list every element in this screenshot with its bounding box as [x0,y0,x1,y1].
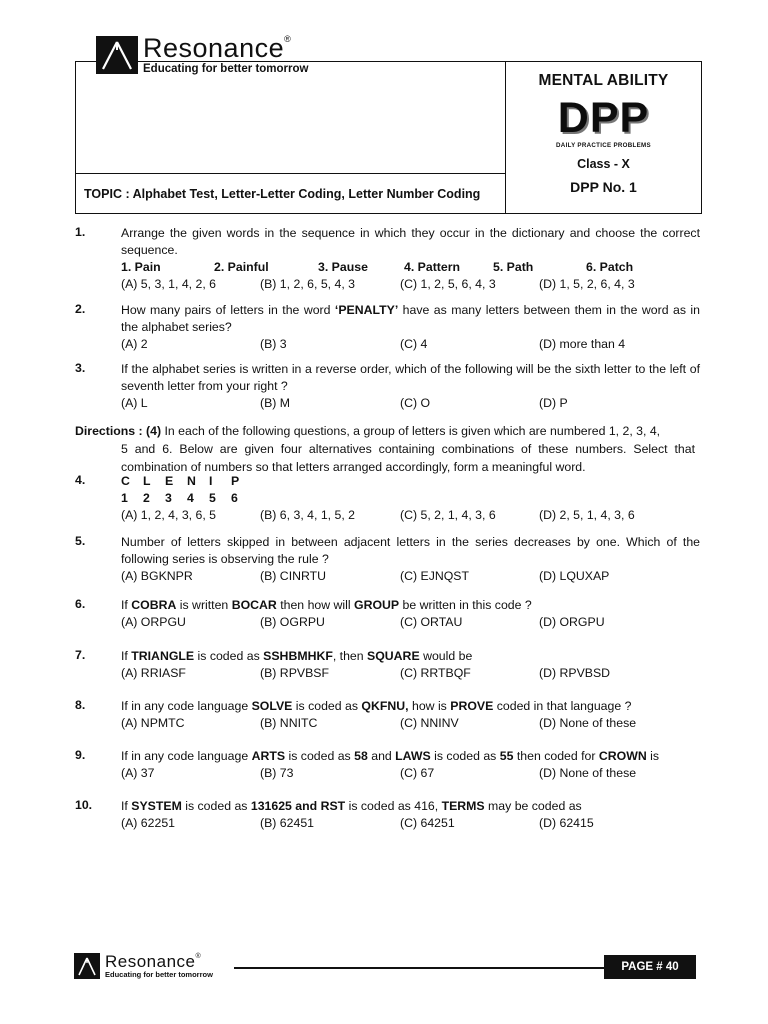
letter-number: 4 [187,491,194,505]
question-text: If the alphabet series is written in a reverse order, which of the following will be the sixth letter to the left of seventh letter from your right ? [121,362,700,393]
directions-block [75,422,695,476]
question-number: 5. [75,534,86,548]
options [121,507,700,524]
keyword: ‘PENALTY’ [334,303,399,317]
brand-name: Resonance [143,33,285,63]
option-c: (C) 1, 2, 5, 6, 4, 3 [400,277,496,291]
keyword: 58 [354,749,368,763]
letter-number: 2 [143,491,150,505]
option-b: (B) 73 [260,766,294,780]
word-item: 5. Path [493,260,534,274]
keyword: 55 [499,749,514,763]
keyword: GROUP [354,598,400,612]
keyword: LAWS [395,749,431,763]
option-d: (D) RPVBSD [539,666,611,680]
letter: P [231,474,240,488]
option-b: (B) 62451 [260,816,315,830]
text-part: how is [408,699,451,713]
letter-number: 6 [231,491,238,505]
option-b: (B) RPVBSF [260,666,330,680]
letter: L [143,474,151,488]
subject-title: MENTAL ABILITY [538,72,669,89]
question-4 [75,473,700,524]
question-number: 10. [75,798,93,812]
option-b: (B) NNITC [260,716,318,730]
option-c: (C) 67 [400,766,435,780]
text-part: If [121,598,132,612]
options [121,715,700,732]
word-item: 6. Patch [586,260,634,274]
option-d: (D) more than 4 [539,337,626,351]
question-text: Arrange the given words in the sequence in which they occur in the dictionary and choose the correct sequence. [121,226,700,257]
question-6 [75,597,700,631]
option-c: (C) RRTBQF [400,666,471,680]
text-part: is coded as [181,799,251,813]
class-label: Class - X [577,157,630,171]
text-part: would be [419,649,473,663]
option-d: (D) None of these [539,716,637,730]
letter-number: 5 [209,491,216,505]
question-2 [75,302,700,353]
option-d: (D) LQUXAP [539,569,610,583]
question-text: Number of letters skipped in between adjacent letters in the series decreases by one. Which of the following series is observing the rule ? [121,535,700,566]
question-text [121,698,700,715]
brand-tagline: Educating for better tomorrow [143,63,309,75]
question-3 [75,361,700,412]
option-c: (C) 64251 [400,816,455,830]
text-part: and [367,749,396,763]
text-part: is coded as [194,649,264,663]
footer-divider [234,967,604,969]
option-a: (A) 1, 2, 4, 3, 6, 5 [121,508,217,522]
option-b: (B) CINRTU [260,569,327,583]
letter-number: 3 [165,491,172,505]
topic-line: TOPIC : Alphabet Test, Letter-Letter Coding, Letter Number Coding [84,186,481,201]
resonance-logo-icon [74,953,100,979]
text-part: then coded for [513,749,599,763]
question-7 [75,648,700,682]
question-10 [75,798,700,832]
question-text [121,302,700,336]
keyword: PROVE [450,699,494,713]
brand-logo [96,35,308,76]
text-part: If [121,649,132,663]
option-c: (C) NNINV [400,716,459,730]
question-number: 9. [75,748,86,762]
brand-registered: ® [195,953,201,961]
question-1 [75,225,700,293]
dpp-logo-text: DPP [557,94,650,142]
option-a: (A) 37 [121,766,155,780]
options [121,395,700,412]
question-text [121,648,700,665]
option-a: (A) NPMTC [121,716,185,730]
options [121,568,700,585]
option-c: (C) EJNQST [400,569,469,583]
word-item: 4. Pattern [404,260,461,274]
text-part: If [121,799,132,813]
dpp-number: DPP No. 1 [570,179,637,195]
option-a: (A) BGKNPR [121,569,193,583]
keyword: BOCAR [231,598,277,612]
keyword: 131625 and RST [250,799,346,813]
option-a: (A) 5, 3, 1, 4, 2, 6 [121,277,217,291]
keyword: SOLVE [251,699,293,713]
dpp-subtitle: DAILY PRACTICE PROBLEMS [556,142,651,149]
options [121,614,700,631]
option-b: (B) 6, 3, 4, 1, 5, 2 [260,508,356,522]
option-a: (A) 2 [121,337,148,351]
question-number: 6. [75,597,86,611]
option-d: (D) None of these [539,766,637,780]
option-d: (D) 1, 5, 2, 6, 4, 3 [539,277,635,291]
letter: N [187,474,196,488]
options [121,276,700,293]
option-d: (D) P [539,396,568,410]
brand-registered: ® [284,34,291,44]
keyword: SSHBMHKF [263,649,333,663]
option-b: (B) 1, 2, 6, 5, 4, 3 [260,277,356,291]
keyword: CROWN [598,749,647,763]
logo-area [76,62,505,174]
option-c: (C) ORTAU [400,615,463,629]
letter: C [121,474,130,488]
option-d: (D) 2, 5, 1, 4, 3, 6 [539,508,635,522]
keyword: ARTS [251,749,286,763]
text-part: have as many letters between them in the word as in the alphabet series? [121,303,701,334]
question-8 [75,698,700,732]
text-part: then how will [276,598,355,612]
footer-logo [74,953,213,979]
option-a: (A) 62251 [121,816,176,830]
word-item: 1. Pain [121,260,161,274]
header-right-panel [506,62,701,213]
keyword: SYSTEM [131,799,182,813]
resonance-logo-icon [96,36,138,74]
text-part: is coded as 416, [345,799,442,813]
number-group [121,490,700,507]
header-box [75,61,702,214]
keyword: QKFNU, [361,699,409,713]
question-9 [75,748,700,782]
options [121,765,700,782]
letter: E [165,474,174,488]
option-d: (D) 62415 [539,816,594,830]
brand-tagline: Educating for better tomorrow [105,970,213,980]
question-number: 4. [75,473,86,487]
option-a: (A) L [121,396,148,410]
option-c: (C) O [400,396,431,410]
text-part: How many pairs of letters in the word [121,303,335,317]
keyword: SQUARE [367,649,420,663]
question-text [121,748,700,765]
options [121,336,700,353]
header-left-panel [76,62,506,213]
question-5 [75,534,700,585]
option-a: (A) ORPGU [121,615,186,629]
question-number: 7. [75,648,86,662]
option-b: (B) M [260,396,291,410]
option-c: (C) 4 [400,337,428,351]
page-number-badge: PAGE # 40 [604,955,696,979]
option-b: (B) OGRPU [260,615,325,629]
directions-text: In each of the following questions, a group of letters is given which are numbered 1, 2, 3, 4, [161,424,661,438]
option-b: (B) 3 [260,337,287,351]
option-d: (D) ORGPU [539,615,605,629]
text-part: be written in this code ? [399,598,532,612]
question-number: 1. [75,225,86,239]
option-a: (A) RRIASF [121,666,186,680]
word-item: 2. Painful [214,260,269,274]
text-part: may be coded as [484,799,582,813]
text-part: is coded as [292,699,362,713]
text-part: is coded as [285,749,355,763]
text-part: If in any code language [121,699,252,713]
text-part: is [646,749,660,763]
question-number: 8. [75,698,86,712]
directions-text: 5 and 6. Below are given four alternatives containing combinations of these numbers. Select that combination of numbers so that letters arranged accordingly, form a meaningful word. [121,442,695,474]
letter-group [121,473,700,490]
keyword: TERMS [441,799,485,813]
letter-number: 1 [121,491,128,505]
text-part: is coded as [430,749,500,763]
text-part: is written [176,598,232,612]
option-c: (C) 5, 2, 1, 4, 3, 6 [400,508,496,522]
text-part: If in any code language [121,749,252,763]
word-item: 3. Pause [318,260,368,274]
brand-name: Resonance [105,952,196,972]
text-part: coded in that language ? [493,699,632,713]
question-number: 2. [75,302,86,316]
question-text [121,798,700,815]
options [121,665,700,682]
options [121,815,700,832]
keyword: COBRA [131,598,177,612]
directions-label: Directions : (4) [75,424,162,438]
question-text [121,597,700,614]
text-part: , then [332,649,368,663]
word-list [121,259,700,276]
question-number: 3. [75,361,86,375]
letter: I [209,474,213,488]
keyword: TRIANGLE [131,649,195,663]
